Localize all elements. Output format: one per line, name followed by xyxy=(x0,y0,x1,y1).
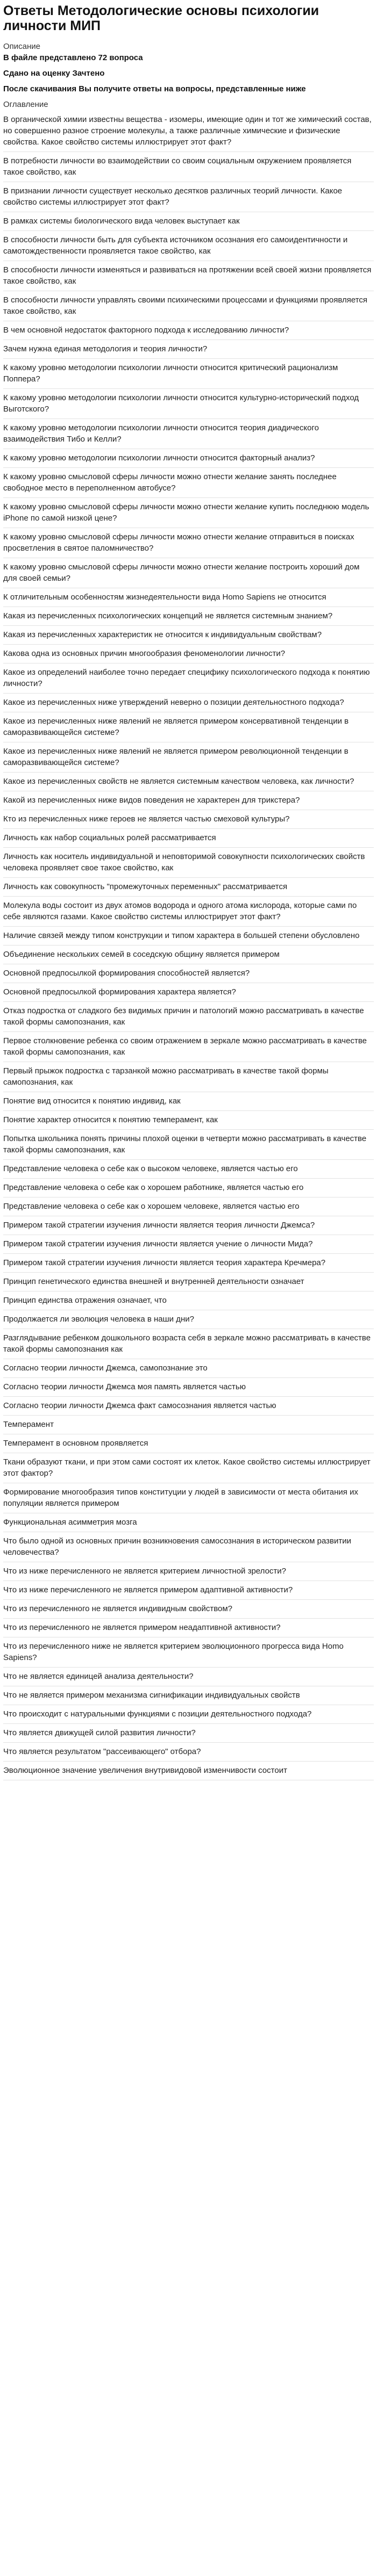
question-item: Что является результатом "рассеивающего" отбора? xyxy=(3,1743,374,1762)
question-item: Примером такой стратегии изучения личности является теория характера Кречмера? xyxy=(3,1254,374,1273)
question-item: Понятие характер относится к понятию темперамент, как xyxy=(3,1111,374,1130)
document-body xyxy=(3,99,374,1780)
question-item: Темперамент в основном проявляется xyxy=(3,1434,374,1453)
question-item: Разглядывание ребенком дошкольного возраста себя в зеркале можно рассматривать в качестве такой формы самопознания как xyxy=(3,1329,374,1359)
question-item: В способности личности быть для субъекта источником осознания его самоидентичности и самотождественности проявляется такое свойство, как xyxy=(3,231,374,261)
toc-heading: Оглавление xyxy=(3,100,48,109)
question-item: Что из перечисленного ниже не является критерием эволюционного прогресса вида Homo Sapiens? xyxy=(3,1637,374,1668)
question-item: Какое из перечисленных ниже явлений не является примером революционной тенденции в саморазвивающейся системе? xyxy=(3,742,374,773)
question-item: Принцип единства отражения означает, что xyxy=(3,1291,374,1310)
question-item: К какому уровню смысловой сферы личности можно отнести желание купить последнюю модель iPhone по самой низкой цене? xyxy=(3,498,374,528)
question-item: Что происходит с натуральными функциями с позиции деятельностного подхода? xyxy=(3,1705,374,1724)
document-header xyxy=(3,3,374,95)
question-item: К какому уровню смысловой сферы личности можно отнести желание построить хороший дом для своей семьи? xyxy=(3,558,374,588)
question-item: Личность как набор социальных ролей рассматривается xyxy=(3,829,374,848)
question-item: Примером такой стратегии изучения личности является учение о личности Мида? xyxy=(3,1235,374,1254)
question-item: Какая из перечисленных психологических концепций не является системным знанием? xyxy=(3,607,374,626)
question-item: Представление человека о себе как о хорошем человеке, является частью его xyxy=(3,1197,374,1216)
question-item: Что не является примером механизма сигнификации индивидуальных свойств xyxy=(3,1686,374,1705)
question-item: Первое столкновение ребенка со своим отражением в зеркале можно рассматривать в качестве такой формы самопознания, как xyxy=(3,1032,374,1062)
question-item: Что из перечисленного не является примером неадаптивной активности? xyxy=(3,1619,374,1637)
question-item: Примером такой стратегии изучения личности является теория личности Джемса? xyxy=(3,1216,374,1235)
question-item: К какому уровню смысловой сферы личности можно отнести желание занять последнее свободное место в переполненном автобусе? xyxy=(3,468,374,498)
question-item: Какой из перечисленных ниже видов поведения не характерен для трикстера? xyxy=(3,791,374,810)
question-item: Ткани образуют ткани, и при этом сами состоят их клеток. Какое свойство системы иллюстрирует этот фактор? xyxy=(3,1453,374,1483)
question-item: Что из ниже перечисленного не является критерием личностной зрелости? xyxy=(3,1562,374,1581)
question-item: В потребности личности во взаимодействии со своим социальным окружением проявляется такое свойство, как xyxy=(3,152,374,182)
file-note: В файле представлено 72 вопроса xyxy=(3,53,143,62)
question-item: Согласно теории личности Джемса факт самосознания является частью xyxy=(3,1397,374,1416)
question-item: В чем основной недостаток факторного подхода к исследованию личности? xyxy=(3,321,374,340)
question-item: Согласно теории личности Джемса, самопознание это xyxy=(3,1359,374,1378)
question-item: Основной предпосылкой формирования способностей является? xyxy=(3,964,374,983)
question-item: Какое из перечисленных ниже явлений не является примером консервативной тенденции в саморазвивающейся системе? xyxy=(3,712,374,742)
question-item: Формирование многообразия типов конституции у людей в зависимости от места обитания их популяции является примером xyxy=(3,1483,374,1513)
question-item: В способности личности изменяться и развиваться на протяжении всей своей жизни проявляется такое свойство, как xyxy=(3,261,374,291)
question-item: Эволюционное значение увеличения внутривидовой изменчивости состоит xyxy=(3,1762,374,1780)
question-item: Какое из перечисленных свойств не является системным качеством человека, как личности? xyxy=(3,773,374,791)
question-item: Что не является единицей анализа деятельности? xyxy=(3,1668,374,1686)
question-list xyxy=(3,111,374,1780)
question-item: Понятие вид относится к понятию индивид, как xyxy=(3,1092,374,1111)
question-item: Попытка школьника понять причины плохой оценки в четверти можно рассматривать в качестве такой формы самопознания, как xyxy=(3,1130,374,1160)
question-item: К какому уровню смысловой сферы личности можно отнести желание отправиться в поисках просветления в святое паломничество? xyxy=(3,528,374,558)
question-item: К какому уровню методологии психологии личности относится теория диадического взаимодействия Тибо и Келли? xyxy=(3,419,374,449)
question-item: Принцип генетического единства внешней и внутренней деятельности означает xyxy=(3,1273,374,1291)
question-item: К какому уровню методологии психологии личности относится критический рационализм Поппера? xyxy=(3,359,374,389)
question-item: Какова одна из основных причин многообразия феноменологии личности? xyxy=(3,645,374,663)
question-item: К какому уровню методологии психологии личности относится культурно-исторический подход Выготского? xyxy=(3,389,374,419)
question-item: Какая из перечисленных характеристик не относится к индивидуальным свойствам? xyxy=(3,626,374,645)
question-item: Что является движущей силой развития личности? xyxy=(3,1724,374,1743)
question-item: Первый прыжок подростка с тарзанкой можно рассматривать в качестве такой формы самопознания, как xyxy=(3,1062,374,1092)
question-item: Темперамент xyxy=(3,1416,374,1434)
question-item: Представление человека о себе как о хорошем работнике, является частью его xyxy=(3,1179,374,1197)
question-item: Какое из определений наиболее точно передает специфику психологического подхода к понятию личности? xyxy=(3,663,374,694)
question-item: В способности личности управлять своими психическими процессами и функциями проявляется такое свойство, как xyxy=(3,291,374,321)
question-item: Функциональная асимметрия мозга xyxy=(3,1513,374,1532)
question-item: Отказ подростка от сладкого без видимых причин и патологий можно рассматривать в качестве такой формы самопознания, как xyxy=(3,1002,374,1032)
question-item: Какое из перечисленных ниже утверждений неверно о позиции деятельностного подхода? xyxy=(3,694,374,712)
question-item: Личность как совокупность "промежуточных переменных" рассматривается xyxy=(3,878,374,897)
description-label: Описание xyxy=(3,42,41,51)
question-item: В признании личности существует несколько десятков различных теорий личности. Какое свойство системы иллюстрирует этот факт? xyxy=(3,182,374,212)
download-note: После скачивания Вы получите ответы на вопросы, представленные ниже xyxy=(3,84,306,93)
question-item: Что из перечисленного не является индивидным свойством? xyxy=(3,1600,374,1619)
question-item: В органической химии известны вещества - изомеры, имеющие один и тот же химический состав, но совершенно разное строение молекулы, а также различные химические и физические свойства. Какое свойство системы иллюстрирует этот факт? xyxy=(3,111,374,152)
question-item: Представление человека о себе как о высоком человеке, является частью его xyxy=(3,1160,374,1179)
question-item: Объединение нескольких семей в соседскую общину является примером xyxy=(3,946,374,964)
question-item: Согласно теории личности Джемса моя память является частью xyxy=(3,1378,374,1397)
question-item: Личность как носитель индивидуальной и неповторимой совокупности психологических свойств человека проявляет свое такое свойство, как xyxy=(3,848,374,878)
question-item: Зачем нужна единая методология и теория личности? xyxy=(3,340,374,359)
question-item: Кто из перечисленных ниже героев не является частью смеховой культуры? xyxy=(3,810,374,829)
question-item: Что из ниже перечисленного не является примером адаптивной активности? xyxy=(3,1581,374,1600)
question-item: К отличительным особенностям жизнедеятельности вида Homo Sapiens не относится xyxy=(3,588,374,607)
question-item: Наличие связей между типом конструкции и типом характера в большей степени обусловлено xyxy=(3,927,374,946)
grade-note: Сдано на оценку Зачтено xyxy=(3,69,105,78)
question-item: Основной предпосылкой формирования характера является? xyxy=(3,983,374,1002)
question-item: Молекула воды состоит из двух атомов водорода и одного атома кислорода, которые сами по себе являются газами. Какое свойство системы иллюстрирует этот факт? xyxy=(3,897,374,927)
page-title: Ответы Методологические основы психологии личности МИП xyxy=(3,3,319,33)
question-item: К какому уровню методологии психологии личности относится факторный анализ? xyxy=(3,449,374,468)
question-item: Продолжается ли эволюция человека в наши дни? xyxy=(3,1310,374,1329)
question-item: Что было одной из основных причин возникновения самосознания в историческом развитии человечества? xyxy=(3,1532,374,1562)
question-item: В рамках системы биологического вида человек выступает как xyxy=(3,212,374,231)
